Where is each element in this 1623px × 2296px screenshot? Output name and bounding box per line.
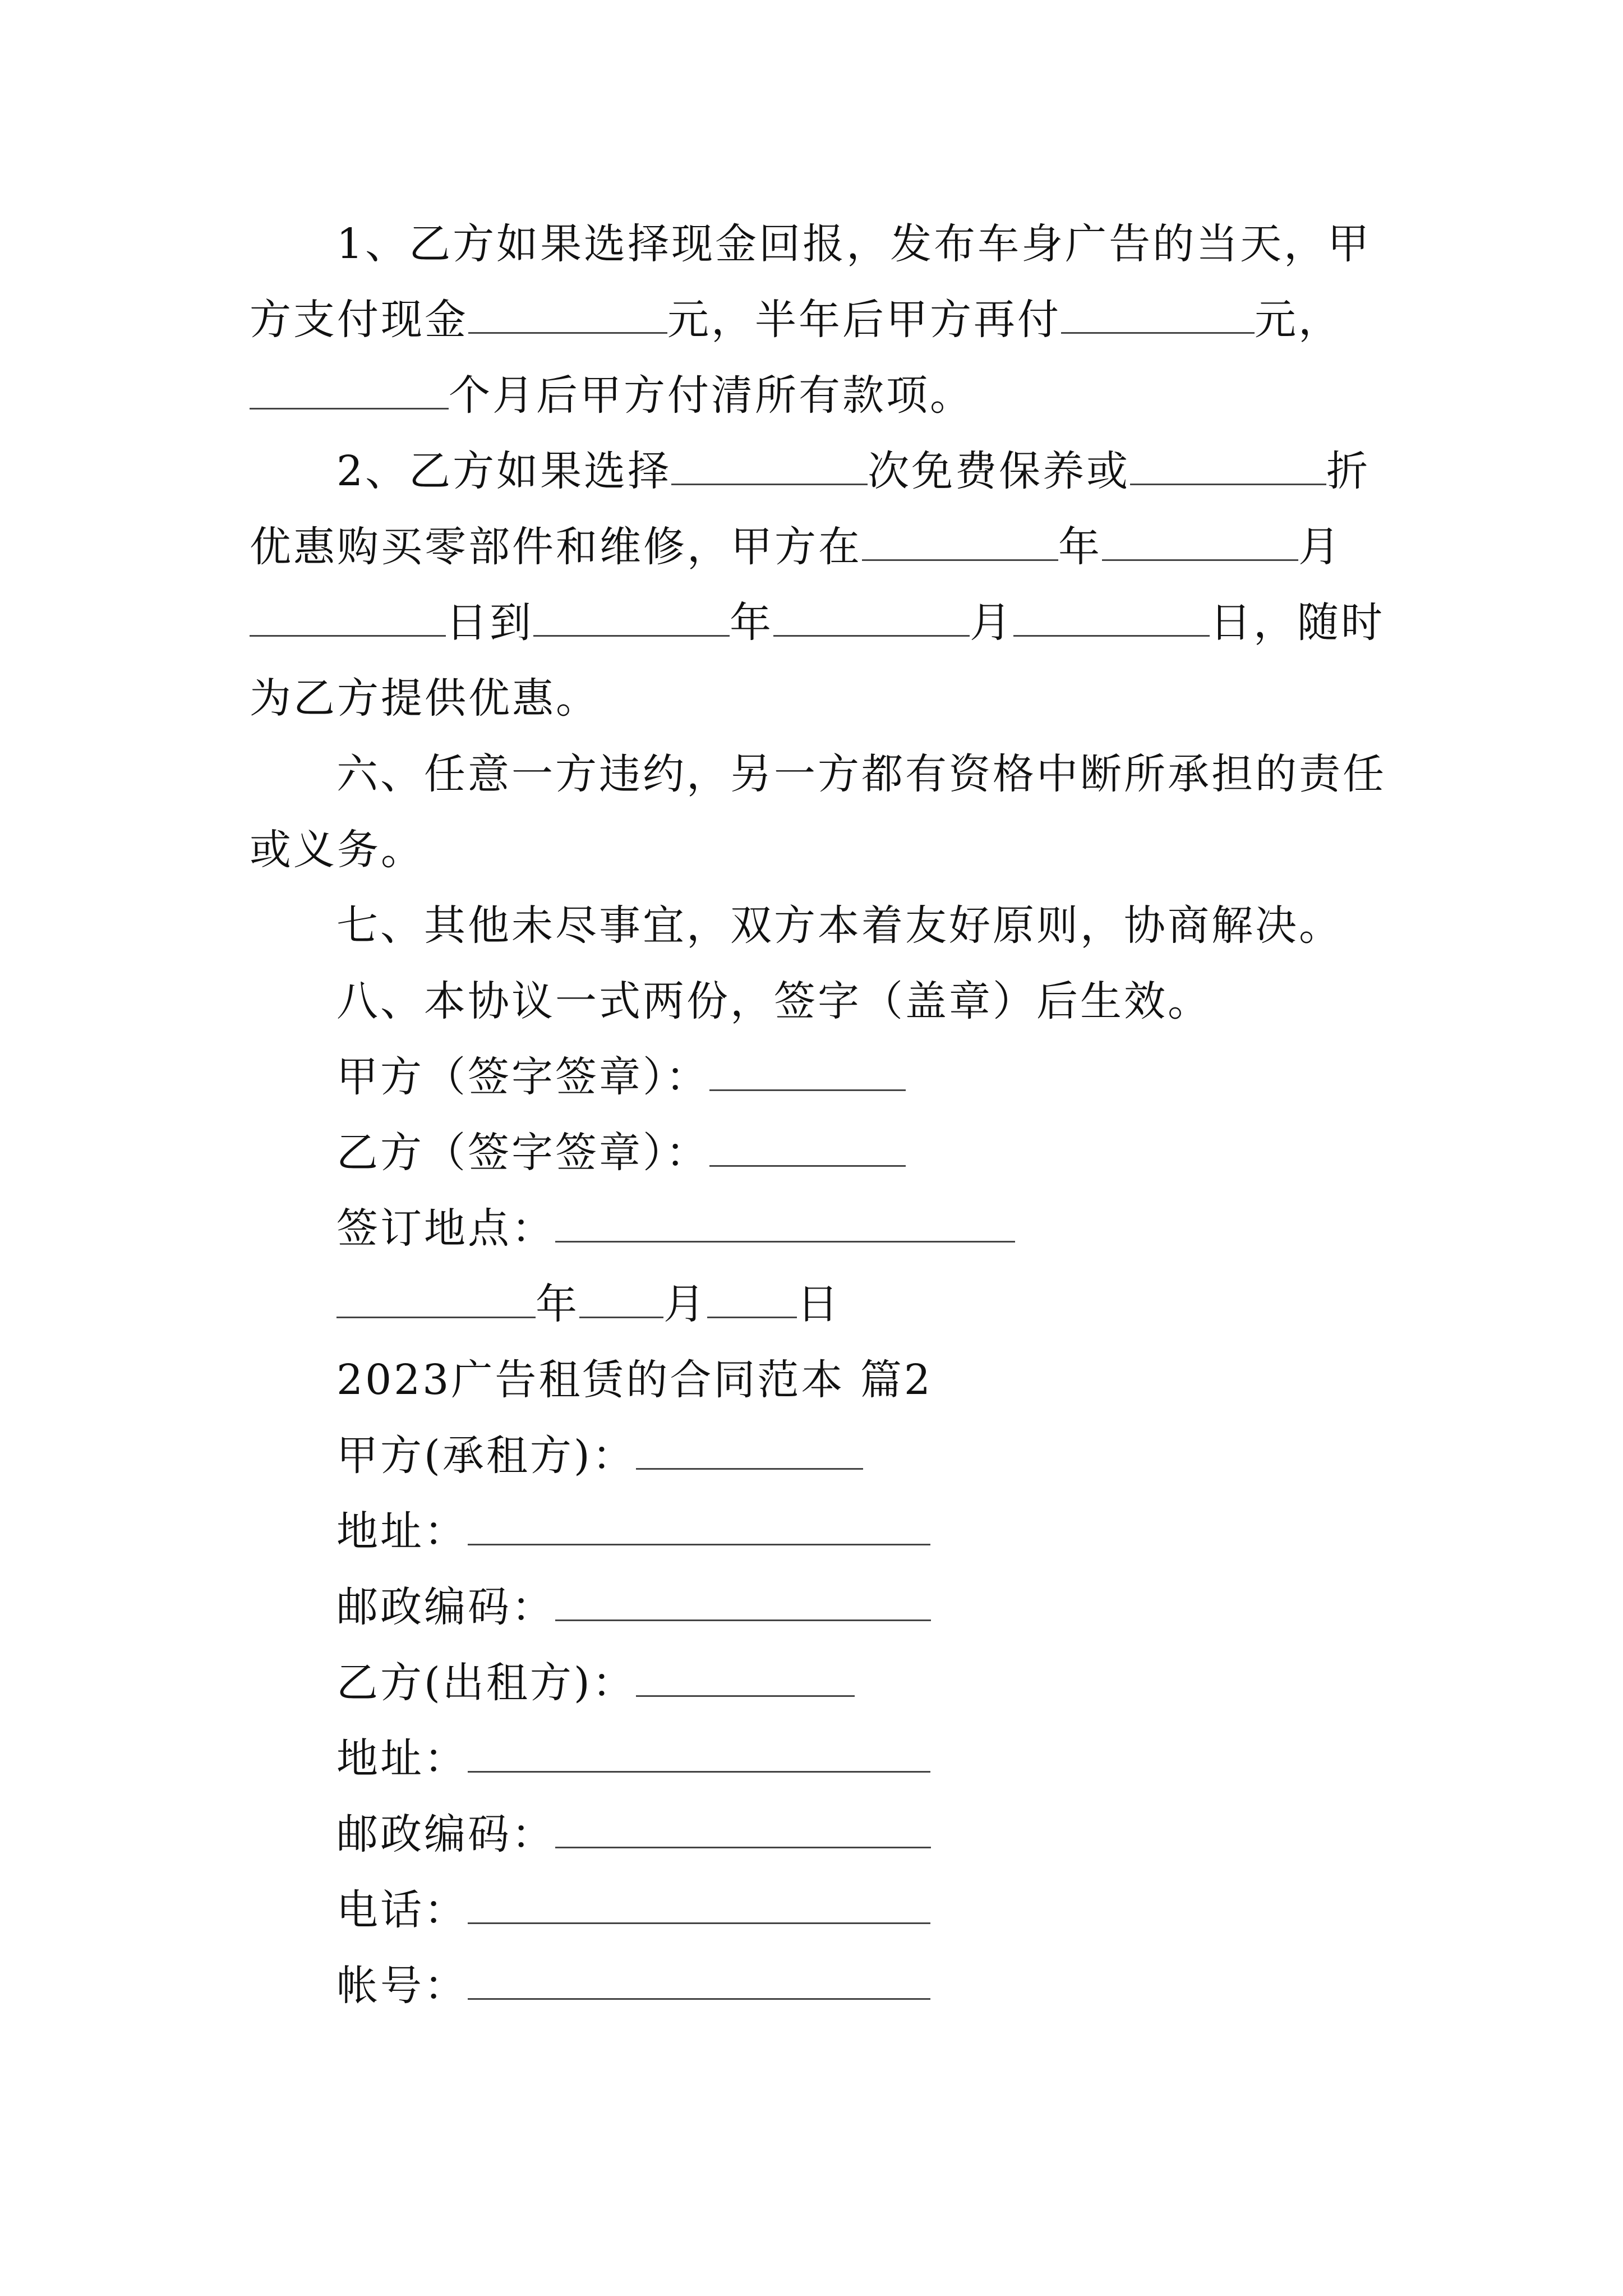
clause2-text: 年 <box>730 599 773 647</box>
lessor-address-blank[interactable] <box>468 1734 930 1773</box>
clause2-line1 <box>336 443 1370 499</box>
lessee-address-row <box>336 1503 930 1559</box>
end-day-blank[interactable] <box>1013 598 1210 637</box>
clause2-text: 折 <box>1326 447 1371 495</box>
lessee-postcode-blank[interactable] <box>555 1582 931 1621</box>
lessor-account-label: 帐号： <box>336 1962 468 2010</box>
clause2-text: 2、乙方如果选择 <box>336 447 672 495</box>
party-a-signature-blank[interactable] <box>709 1052 906 1091</box>
clause1-line3 <box>250 367 974 424</box>
lessor-account-row <box>336 1958 930 2014</box>
lessor-postcode-label: 邮政编码： <box>336 1810 555 1858</box>
end-year-blank[interactable] <box>533 598 730 637</box>
lessee-postcode-row <box>336 1579 931 1635</box>
lessor-party-blank[interactable] <box>636 1658 855 1697</box>
article6-line1 <box>336 746 1386 802</box>
lessor-postcode-row <box>336 1806 931 1862</box>
clause2-text: 月 <box>1298 523 1342 571</box>
cash-amount-blank[interactable] <box>468 295 667 334</box>
signing-day-blank[interactable] <box>707 1280 797 1318</box>
lessor-phone-blank[interactable] <box>468 1885 930 1924</box>
article6-line2 <box>250 822 425 878</box>
lessor-phone-row <box>336 1882 930 1938</box>
article6-text: 或义务。 <box>250 826 425 874</box>
lessee-party-row <box>336 1428 863 1484</box>
clause2-text: 为乙方提供优惠。 <box>250 674 600 723</box>
clause1-text: 1、乙方如果选择现金回报，发布车身广告的当天，甲 <box>336 220 1372 268</box>
lessor-party-label: 乙方(出租方)： <box>336 1659 636 1707</box>
clause1-text: 方支付现金 <box>250 296 468 344</box>
section2-title-text: 2023广告租赁的合同范本 篇2 <box>336 1356 933 1404</box>
signing-place-row <box>336 1200 1015 1257</box>
lessee-address-blank[interactable] <box>468 1507 930 1545</box>
clause2-line4 <box>250 670 600 726</box>
free-service-count-blank[interactable] <box>671 447 868 485</box>
article8-text: 八、本协议一式两份，签字（盖章）后生效。 <box>336 977 1211 1025</box>
clause1-line1 <box>336 216 1371 272</box>
months-blank[interactable] <box>250 371 449 409</box>
lessee-party-blank[interactable] <box>636 1431 863 1470</box>
clause1-text: 元， <box>1255 296 1342 344</box>
clause2-line2 <box>250 519 1342 575</box>
article7-text: 七、其他未尽事宜，双方本着友好原则，协商解决。 <box>336 901 1343 950</box>
start-month-blank[interactable] <box>1102 522 1298 561</box>
lessor-address-label: 地址： <box>336 1734 468 1783</box>
party-b-signature-row <box>336 1125 906 1181</box>
article8 <box>336 973 1211 1029</box>
signing-place-blank[interactable] <box>555 1204 1015 1243</box>
discount-blank[interactable] <box>1130 447 1326 485</box>
party-b-signature-label: 乙方（签字签章）： <box>336 1129 709 1177</box>
signing-place-label: 签订地点： <box>336 1204 555 1253</box>
clause2-text: 年 <box>1058 523 1102 571</box>
article7 <box>336 898 1343 954</box>
signing-month-blank[interactable] <box>579 1280 663 1318</box>
party-b-signature-blank[interactable] <box>709 1128 906 1167</box>
party-a-signature-label: 甲方（签字签章）： <box>336 1053 709 1101</box>
second-payment-blank[interactable] <box>1061 295 1255 334</box>
signing-year-label: 年 <box>536 1280 579 1328</box>
signing-day-label: 日 <box>797 1280 841 1328</box>
clause2-text: 次免费保养或 <box>868 447 1131 495</box>
lessor-postcode-blank[interactable] <box>555 1810 931 1848</box>
clause1-line2 <box>250 292 1342 348</box>
lessor-party-row <box>336 1655 855 1711</box>
start-day-blank[interactable] <box>250 598 446 637</box>
section2-title <box>336 1352 933 1408</box>
lessee-postcode-label: 邮政编码： <box>336 1583 555 1631</box>
clause2-text: 日，随时 <box>1210 599 1385 647</box>
signing-month-label: 月 <box>663 1280 707 1328</box>
lessor-phone-label: 电话： <box>336 1886 468 1934</box>
clause2-text: 日到 <box>446 599 533 647</box>
lessee-address-label: 地址： <box>336 1507 468 1556</box>
article6-text: 六、任意一方违约，另一方都有资格中断所承担的责任 <box>336 750 1386 798</box>
start-year-blank[interactable] <box>862 522 1058 561</box>
lessor-address-row <box>336 1731 930 1787</box>
clause2-text: 月 <box>970 599 1013 647</box>
lessee-party-label: 甲方(承租方)： <box>336 1432 636 1480</box>
clause1-text: 个月后甲方付清所有款项。 <box>449 371 974 420</box>
end-month-blank[interactable] <box>773 598 970 637</box>
lessor-account-blank[interactable] <box>468 1961 930 2000</box>
signing-date-row <box>336 1276 841 1332</box>
signing-year-blank[interactable] <box>336 1280 536 1318</box>
clause2-text: 优惠购买零部件和维修，甲方在 <box>250 523 862 571</box>
clause1-text: 元，半年后甲方再付 <box>667 296 1061 344</box>
clause2-line3 <box>250 595 1385 651</box>
party-a-signature-row <box>336 1049 906 1105</box>
